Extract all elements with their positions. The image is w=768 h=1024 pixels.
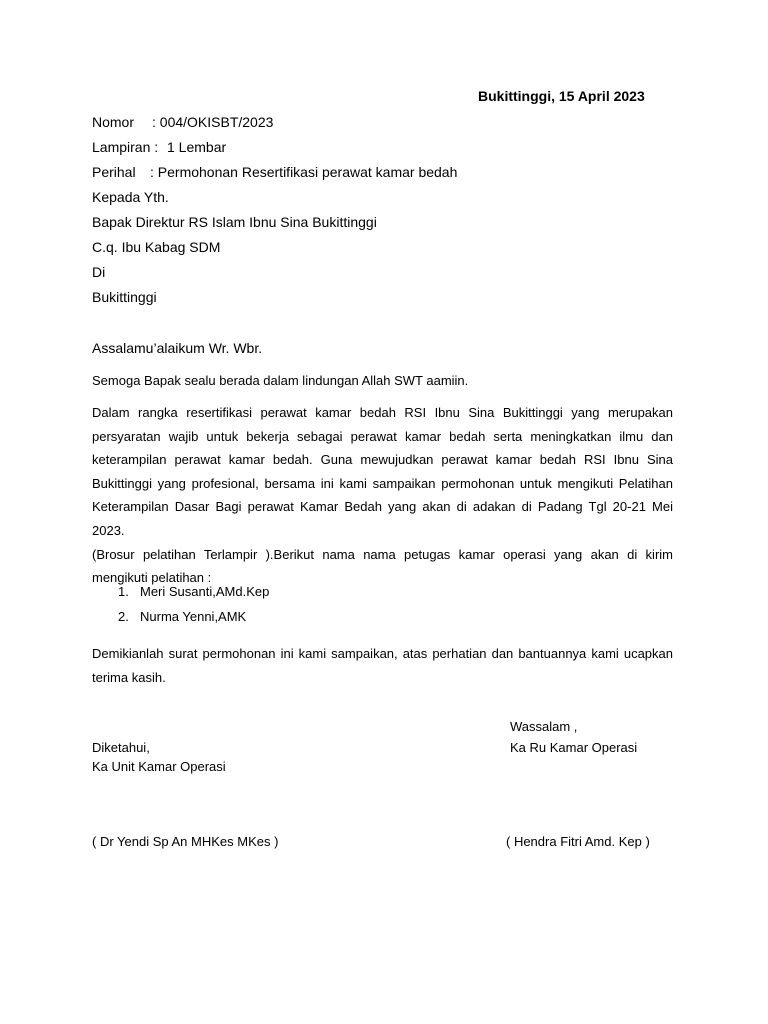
- lampiran-row: [92, 139, 226, 155]
- participant-name: Nurma Yenni,AMK: [140, 609, 247, 624]
- body-line: Dalam rangka resertifikasi perawat kamar bedah RSI Ibnu Sina Bukittinggi yang merupakan: [92, 405, 673, 420]
- list-number: 2.: [118, 609, 129, 624]
- body-paragraph: [92, 401, 673, 590]
- list-number: 1.: [118, 584, 129, 599]
- perihal-row: [92, 164, 457, 180]
- body-line: persyaratan wajib untuk bekerja sebagai perawat kamar bedah serta meningkatkan ilmu dan: [92, 428, 673, 444]
- left-signatory-name: ( Dr Yendi Sp An MHKes MKes ): [92, 834, 279, 849]
- participant-name: Meri Susanti,AMd.Kep: [140, 584, 270, 599]
- nomor-row: [92, 114, 273, 130]
- closing-line: terima kasih.: [92, 669, 166, 685]
- body-line: Bukittinggi yang profesional, bersama ini kami sampaikan permohonan untuk mengikuti Pelatihan: [92, 475, 673, 491]
- left-sign-line1: Diketahui,: [92, 740, 150, 755]
- body-line: (Brosur pelatihan Terlampir ).Berikut nama nama petugas kamar operasi yang akan di kirim: [92, 546, 673, 562]
- right-sign-line1: Wassalam ,: [510, 719, 578, 734]
- perihal-label: Perihal: [92, 164, 136, 180]
- recipient-line: Di: [92, 264, 106, 280]
- greeting: Assalamu’alaikum Wr. Wbr.: [92, 340, 263, 356]
- right-signatory-name: ( Hendra Fitri Amd. Kep ): [506, 834, 650, 849]
- left-sign-line2: Ka Unit Kamar Operasi: [92, 759, 226, 774]
- letter-date: Bukittinggi, 15 April 2023: [478, 88, 645, 104]
- body-line: Keterampilan Dasar Bagi perawat Kamar Bedah yang akan di adakan di Padang Tgl 20-21 Mei 2023.: [92, 499, 673, 538]
- recipient-line: Kepada Yth.: [92, 189, 169, 205]
- lampiran-label: Lampiran :: [92, 139, 159, 155]
- recipient-line: Bukittinggi: [92, 289, 157, 305]
- body-line: keterampilan perawat kamar bedah. Guna mewujudkan perawat kamar bedah RSI Ibnu Sina: [92, 452, 673, 468]
- nomor-label: Nomor: [92, 114, 135, 130]
- nomor-value: : 004/OKISBT/2023: [152, 114, 274, 130]
- perihal-value: : Permohonan Resertifikasi perawat kamar bedah: [150, 164, 458, 180]
- recipient-line: Bapak Direktur RS Islam Ibnu Sina Bukittinggi: [92, 214, 377, 230]
- lampiran-value: 1 Lembar: [167, 139, 227, 155]
- closing-line: Demikianlah surat permohonan ini kami sampaikan, atas perhatian dan bantuannya kami ucapkan: [92, 646, 673, 661]
- closing-paragraph: [92, 642, 673, 689]
- right-sign-line2: Ka Ru Kamar Operasi: [510, 740, 638, 755]
- recipient-line: C.q. Ibu Kabag SDM: [92, 239, 221, 255]
- body-line: mengikuti pelatihan :: [92, 570, 212, 586]
- opening-line: Semoga Bapak sealu berada dalam lindungan Allah SWT aamiin.: [92, 373, 469, 388]
